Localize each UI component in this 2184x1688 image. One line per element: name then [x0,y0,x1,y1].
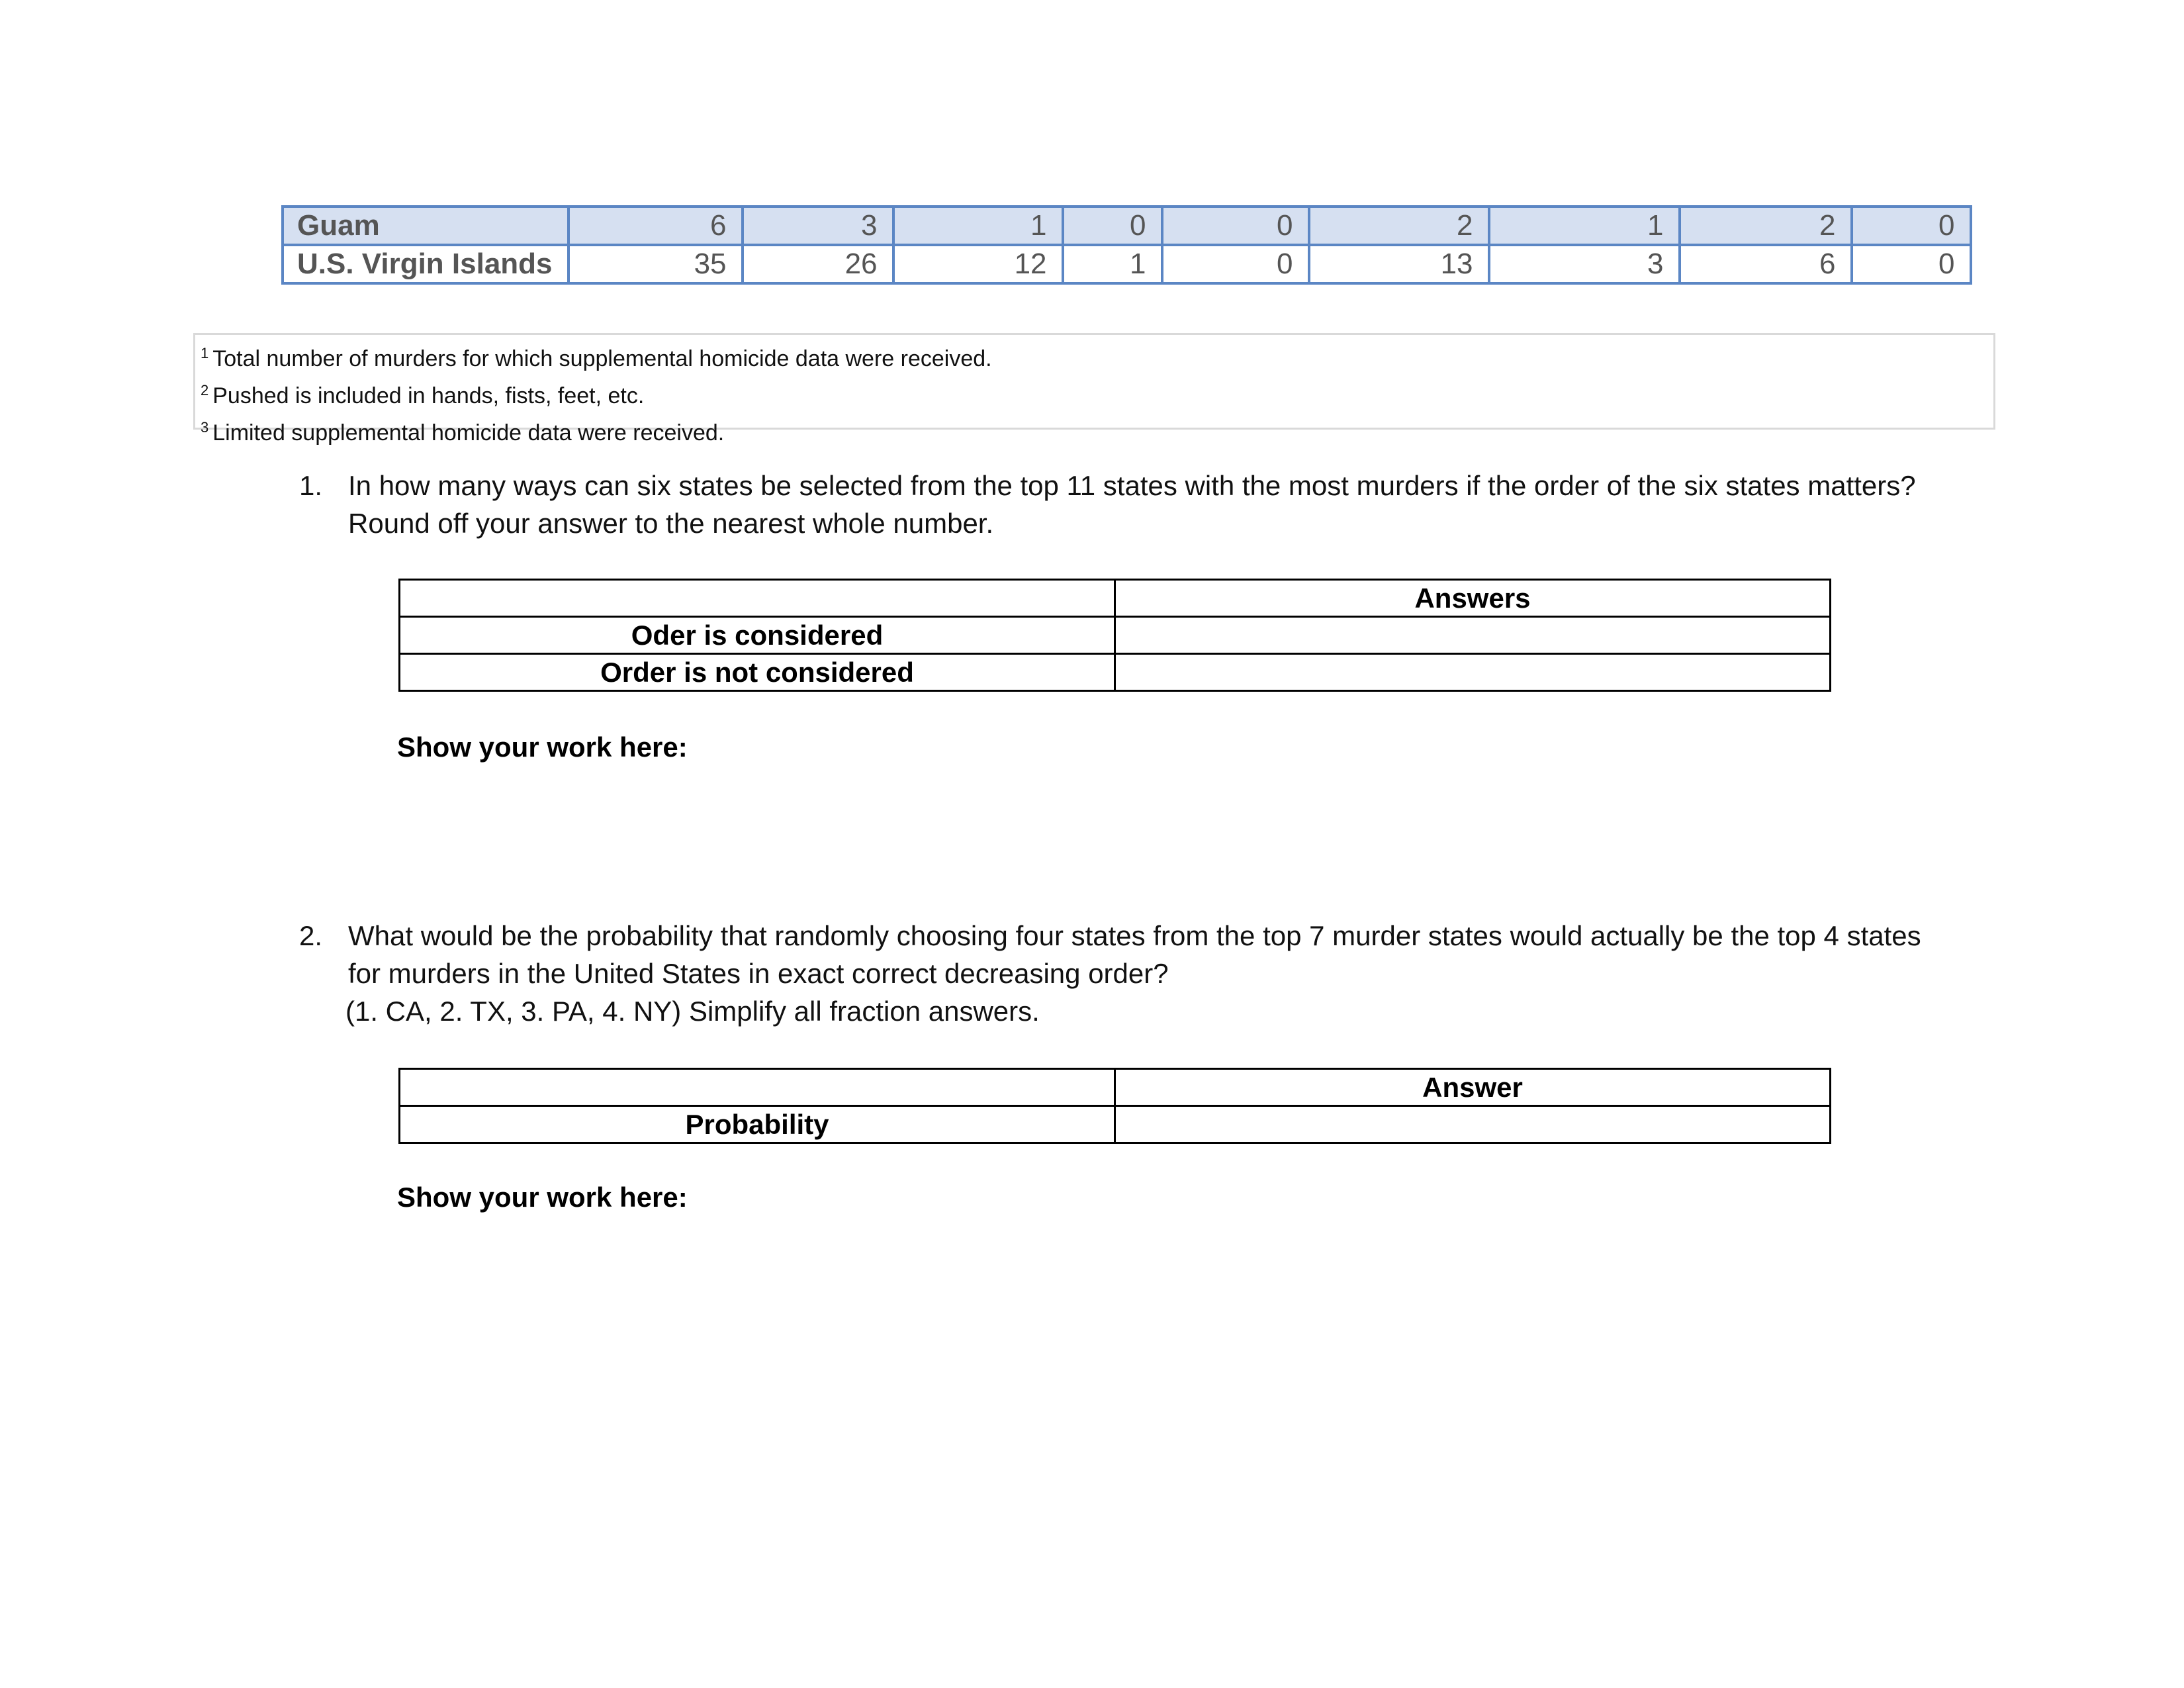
row-label-guam: Guam [283,207,569,245]
table-cell: 35 [569,245,743,283]
table-cell: 1 [1063,245,1162,283]
table-cell: 0 [1162,207,1309,245]
table-cell: 6 [1680,245,1852,283]
table-cell: 6 [569,207,743,245]
state-murder-table [281,205,1972,285]
header-answers: Answers [1115,580,1831,617]
table-cell: 2 [1309,207,1489,245]
header-blank-cell [400,580,1115,617]
question-text-line: In how many ways can six states be selected from the top 11 states with the most murders if the order of the six states matters? [348,470,1916,501]
table-cell: 13 [1309,245,1489,283]
table-row [400,1106,1831,1143]
footnote-text: Total number of murders for which supplemental homicide data were received. [212,346,992,371]
question-2 [299,917,1921,1030]
table-cell: 2 [1680,207,1852,245]
footnote-mark: 2 [201,382,209,399]
table-cell: 0 [1852,245,1971,283]
footnotes-box [193,333,1995,445]
table-cell: 0 [1063,207,1162,245]
question-text-line: (1. CA, 2. TX, 3. PA, 4. NY) Simplify all fraction answers. [345,996,1040,1027]
table-cell: 26 [743,245,893,283]
table-row [400,617,1831,654]
answer-table-header [400,1069,1831,1106]
footnote [201,412,1988,449]
row-label-order-not-considered: Order is not considered [400,654,1115,691]
table-row [283,245,1971,283]
footnote [201,338,1988,375]
header-blank-cell [400,1069,1115,1106]
footnote-mark: 1 [201,345,209,361]
answer-table-1 [398,579,1831,692]
work-prompt-2: Show your work here: [397,1182,688,1213]
question-number: 1. [299,470,323,501]
table-cell: 1 [893,207,1063,245]
table-cell: 12 [893,245,1063,283]
work-prompt-1: Show your work here: [397,731,688,763]
answer-cell-probability[interactable] [1115,1106,1831,1143]
header-answer: Answer [1115,1069,1831,1106]
footnote-text: Limited supplemental homicide data were received. [212,420,725,445]
answer-cell-order-considered[interactable] [1115,617,1831,654]
answer-table-header [400,580,1831,617]
table-cell: 0 [1162,245,1309,283]
question-text-line: Round off your answer to the nearest whole number. [348,508,994,539]
row-label-usvi: U.S. Virgin Islands [283,245,569,283]
row-label-probability: Probability [400,1106,1115,1143]
row-label-order-considered: Oder is considered [400,617,1115,654]
question-1 [299,467,1916,542]
table-cell: 3 [1489,245,1680,283]
question-text-line: for murders in the United States in exact correct decreasing order? [348,958,1169,989]
table-cell: 0 [1852,207,1971,245]
answer-table-2 [398,1068,1831,1144]
footnote-text: Pushed is included in hands, fists, feet, etc. [212,383,645,408]
question-number: 2. [299,920,323,951]
table-cell: 3 [743,207,893,245]
question-text-line: What would be the probability that randomly choosing four states from the top 7 murder states would actually be the top 4 states [348,920,1921,951]
answer-cell-order-not-considered[interactable] [1115,654,1831,691]
table-row [400,654,1831,691]
table-cell: 1 [1489,207,1680,245]
table-row [283,207,1971,245]
footnote [201,375,1988,412]
footnote-mark: 3 [201,419,209,436]
